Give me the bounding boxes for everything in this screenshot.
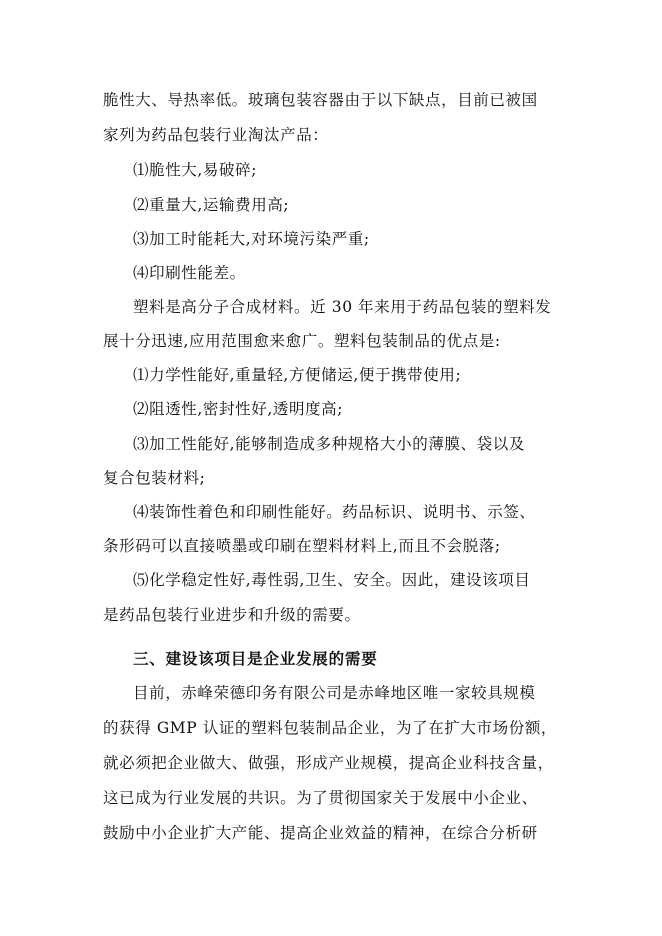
list-item: ⑵阻透性,密封性好,透明度高; (133, 400, 344, 418)
text-line: 展十分迅速,应用范围愈来愈广。塑料包装制品的优点是: (103, 332, 501, 350)
text-line: 是药品包装行业进步和升级的需要。 (103, 606, 361, 624)
list-item: ⑷印刷性能差。 (133, 264, 246, 282)
list-item: ⑶加工时能耗大,对环境污染严重; (133, 230, 370, 248)
text-line: 的获得 GMP 认证的塑料包装制品企业，为了在扩大市场份额， (103, 719, 558, 737)
text-line: 复合包装材料; (103, 469, 206, 487)
text-line: 脆性大、导热率低。玻璃包装容器由于以下缺点，目前已被国 (103, 91, 538, 109)
list-item: ⑶加工性能好,能够制造成多种规格大小的薄膜、袋以及 (133, 435, 525, 453)
paragraph-start: 塑料是高分子合成材料。近 30 年来用于药品包装的塑料发 (133, 298, 552, 316)
text-line: 条形码可以直接喷墨或印刷在塑料材料上,而且不会脱落; (103, 537, 501, 555)
text-line: 鼓励中小企业扩大产能、提高企业效益的精神，在综合分析研 (103, 824, 538, 842)
list-item: ⑷装饰性着色和印刷性能好。药品标识、说明书、示签、 (133, 503, 536, 521)
list-item: ⑸化学稳定性好,毒性弱,卫生、安全。因此，建设该项目 (133, 571, 531, 589)
list-item: ⑴脆性大,易破碎; (133, 161, 258, 179)
list-item: ⑴力学性能好,重量轻,方便储运,便于携带使用; (133, 366, 462, 384)
text-line: 家列为药品包装行业淘汰产品： (103, 126, 329, 144)
text-line: 就必须把企业做大、做强，形成产业规模，提高企业科技含量， (103, 754, 554, 772)
paragraph-start: 目前，赤峰荣德印务有限公司是赤峰地区唯一家较具规模 (133, 684, 536, 702)
list-item: ⑵重量大,运输费用高; (133, 196, 290, 214)
section-heading: 三、建设该项目是企业发展的需要 (133, 650, 378, 668)
text-line: 这已成为行业发展的共识。为了贯彻国家关于发展中小企业、 (103, 789, 538, 807)
